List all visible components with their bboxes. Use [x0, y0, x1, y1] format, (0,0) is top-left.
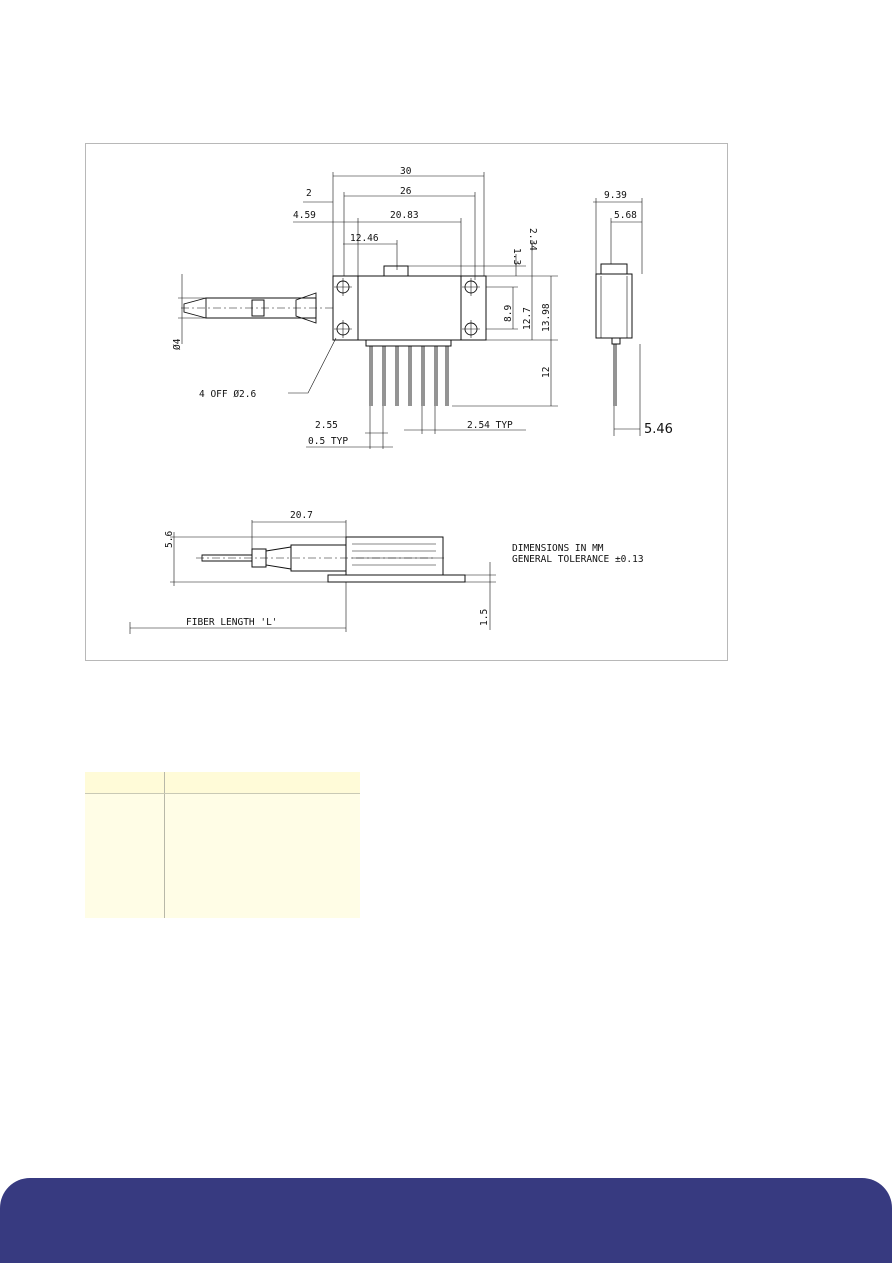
notes-line2: GENERAL TOLERANCE ±0.13 [512, 554, 644, 565]
side-view [130, 510, 496, 634]
dim-body-width: 12.7 [522, 307, 533, 330]
footer-band [0, 1178, 892, 1263]
notes-line1: DIMENSIONS IN MM [512, 543, 604, 554]
mechanical-drawing-frame [85, 143, 728, 661]
spec-table-row [85, 794, 360, 919]
dim-overall-length: 30 [400, 166, 412, 177]
dim-ferrule-length: 20.7 [290, 510, 313, 521]
end-view-body [596, 274, 632, 338]
package-body [358, 276, 461, 340]
dim-end-overall-width: 9.39 [604, 190, 627, 201]
dim-small-step: 1.3 [511, 248, 522, 266]
dim-flange-width: 13.98 [541, 303, 552, 332]
dim-first-pin: 2.55 [315, 420, 338, 431]
dim-fiber-diameter: Ø4 [172, 338, 183, 350]
dim-window-offset: 12.46 [350, 233, 379, 244]
dim-side-height: 5.6 [164, 530, 175, 548]
side-body [346, 537, 443, 575]
fiber-length-label: FIBER LENGTH 'L' [186, 617, 278, 628]
end-view [593, 190, 673, 437]
dim-body-length: 26 [400, 186, 412, 197]
spec-table-cell [165, 794, 361, 919]
dim-pin-offset: 5.46 [644, 422, 673, 437]
spec-table-header [85, 772, 360, 794]
dim-pin-length: 12 [541, 366, 552, 378]
spec-table [85, 772, 360, 918]
pin-row [366, 340, 451, 406]
spec-table-header-cell [165, 772, 361, 794]
dim-pin-width: 0.5 TYP [308, 436, 349, 447]
dim-base-thickness: 1.5 [479, 608, 490, 626]
dim-pin-pitch: 2.54 TYP [467, 420, 513, 431]
dim-step-height: 2.34 [527, 228, 538, 251]
package-window [384, 266, 408, 276]
mounting-holes-note: 4 OFF Ø2.6 [199, 389, 257, 400]
dim-hole-pitch: 8.9 [503, 304, 514, 322]
dim-flange-offset: 2 [306, 188, 312, 199]
dim-hole-spacing: 20.83 [390, 210, 419, 221]
top-view [172, 166, 558, 449]
spec-table-header-cell [85, 772, 165, 794]
dim-end-body-width: 5.68 [614, 210, 637, 221]
spec-table-cell [85, 794, 165, 919]
mechanical-drawing [86, 144, 727, 660]
dim-offset-a: 4.59 [293, 210, 316, 221]
side-base [328, 575, 465, 582]
